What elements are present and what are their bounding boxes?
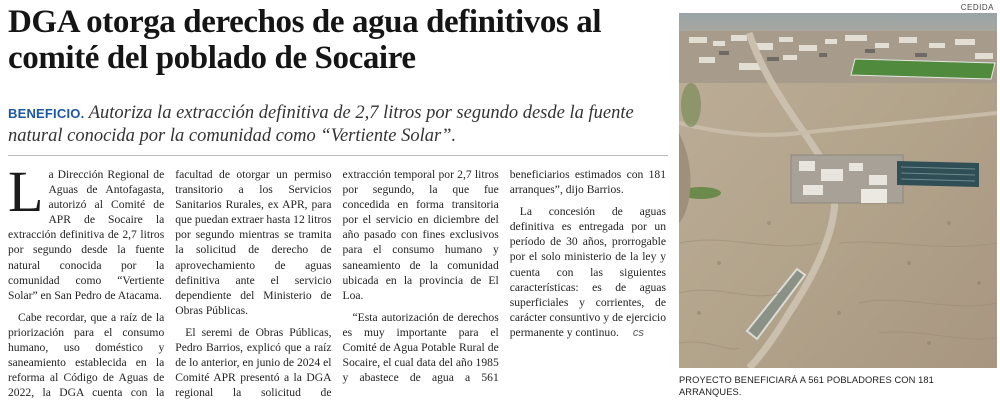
photo-credit: CEDIDA bbox=[960, 3, 994, 12]
photo-caption: PROYECTO BENEFICIARÁ A 561 POBLADORES CON 181 ARRANQUES. bbox=[679, 375, 934, 397]
deck bbox=[8, 102, 668, 147]
paragraph-2: Cabe recordar, que a raíz de la priorización para el consumo humano, uso doméstico y saneamiento establecida en la reforma al Código de Aguas de 2022, la DGA cuenta con la facultad de otorgar un permiso transitorio a los Servicios Sanitarios Rurales, ex APR, para que puedan extraer hasta 12 litros por segundo mientras se tramita la solicitud de derecho de aprovechamiento de aguas definitiva ante el servicio dependiente del Ministerio de Obras Públicas. bbox=[8, 168, 332, 400]
paragraph-3: El seremi de Obras Públicas, Pedro Barrios, explicó que a raíz de lo anterior, en junio de 2024 el Comité APR presentó a la DGA regional la solicitud de extracción temporal por 2,7 litros por segundo, la que fue concedida en forma transitoria por el servicio en diciembre del año pasado con fines exclusivos para el consumo humano y saneamiento de la comunidad ubicada en la provincia de El Loa. bbox=[175, 168, 499, 400]
end-mark-icon: cs bbox=[632, 326, 644, 339]
drop-cap: L bbox=[8, 159, 44, 224]
deck-kicker: BENEFICIO. bbox=[8, 106, 85, 121]
aerial-photo bbox=[679, 13, 997, 368]
paragraph-4: “Esta autorización de derechos es muy importante para el Comité de Agua Potable Rural de Socaire, el cual data del año 1985 y abastece de agua a 561 beneficiarios estimados con 181 arranques”, dijo Barrios. bbox=[342, 168, 666, 385]
paragraph-5 bbox=[510, 204, 666, 341]
paragraph-1 bbox=[8, 159, 165, 303]
article-body bbox=[8, 159, 666, 403]
paragraph-5-text: La concesión de aguas definitiva es entregada por un período de 30 años, prorrogable por el solo ministerio de la ley y cuenta con las siguientes características: es de aguas superficiales y corrientes, de carácter consuntivo y de ejercicio permanente y continuo. bbox=[509, 205, 666, 339]
divider bbox=[8, 155, 668, 156]
paragraph-1-text: a Dirección Regional de Aguas de Antofagasta, autorizó al Comité de APR de Socaire la extracción definitiva de 2,7 litros por segundo desde la fuente natural conocida por la comunidad como “Vertiente Solar” en San Pedro de Atacama. bbox=[8, 168, 165, 302]
aerial-village-image bbox=[679, 13, 997, 368]
headline: DGA otorga derechos de agua definitivos al comité del poblado de Socaire bbox=[8, 4, 602, 76]
deck-text: Autoriza la extracción definitiva de 2,7 litros por segundo desde la fuente natural conocida por la comunidad como “Vertiente Solar”. bbox=[8, 103, 634, 146]
